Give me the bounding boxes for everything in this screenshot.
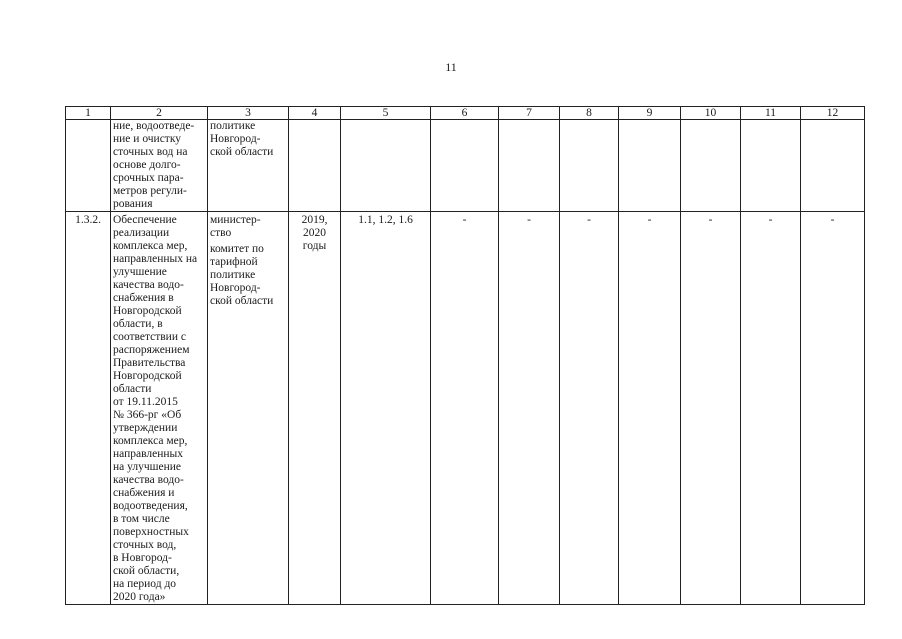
header-cell-12: 12 xyxy=(801,107,865,120)
header-cell-7: 7 xyxy=(499,107,560,120)
page-number: 11 xyxy=(445,60,457,74)
header-cell-5: 5 xyxy=(341,107,431,120)
header-cell-9: 9 xyxy=(619,107,681,120)
value-cell xyxy=(619,120,681,212)
header-cell-11: 11 xyxy=(741,107,801,120)
value-cell: - xyxy=(801,212,865,605)
value-cell xyxy=(681,120,741,212)
value-cell: - xyxy=(499,212,560,605)
executor-cell xyxy=(208,212,289,605)
header-cell-10: 10 xyxy=(681,107,741,120)
activity-cell: ние, водоотведе- ние и очистку сточных вод на основе долго- срочных пара- метров регули- рования xyxy=(111,120,208,212)
header-cell-2: 2 xyxy=(111,107,208,120)
executor-cell: политике Новгород- ской области xyxy=(208,120,289,212)
table-header-row xyxy=(66,107,865,120)
period-cell xyxy=(289,120,341,212)
value-cell: - xyxy=(741,212,801,605)
target-cell xyxy=(341,120,431,212)
value-cell: - xyxy=(431,212,499,605)
row-number-cell xyxy=(66,120,111,212)
value-cell: - xyxy=(619,212,681,605)
target-cell: 1.1, 1.2, 1.6 xyxy=(341,212,431,605)
executor-committee: комитет по тарифной политике Новгород- ской области xyxy=(210,243,274,307)
table-row xyxy=(66,212,865,605)
header-cell-3: 3 xyxy=(208,107,289,120)
header-cell-1: 1 xyxy=(66,107,111,120)
value-cell xyxy=(560,120,619,212)
value-cell xyxy=(801,120,865,212)
table-row xyxy=(66,120,865,212)
value-cell xyxy=(499,120,560,212)
value-cell: - xyxy=(681,212,741,605)
executor-ministry: министер- ство xyxy=(210,214,261,239)
row-number-cell: 1.3.2. xyxy=(66,212,111,605)
header-cell-6: 6 xyxy=(431,107,499,120)
value-cell xyxy=(431,120,499,212)
activity-cell: Обеспечение реализации комплекса мер, направленных на улучшение качества водо- снабжения в Новгородской области, в соответствии с распоряжением Правительства Новгородской области от 19.11.2015 № 366-рг «Об утверждении комплекса мер, направленных на улучшение качества водо- снабжения и водоотведения, в том числе поверхностных сточных вод, в Новгород- ской области, на период до 2020 года» xyxy=(111,212,208,605)
period-cell: 2019, 2020 годы xyxy=(289,212,341,605)
value-cell: - xyxy=(560,212,619,605)
header-cell-4: 4 xyxy=(289,107,341,120)
plan-table xyxy=(65,106,865,605)
value-cell xyxy=(741,120,801,212)
header-cell-8: 8 xyxy=(560,107,619,120)
